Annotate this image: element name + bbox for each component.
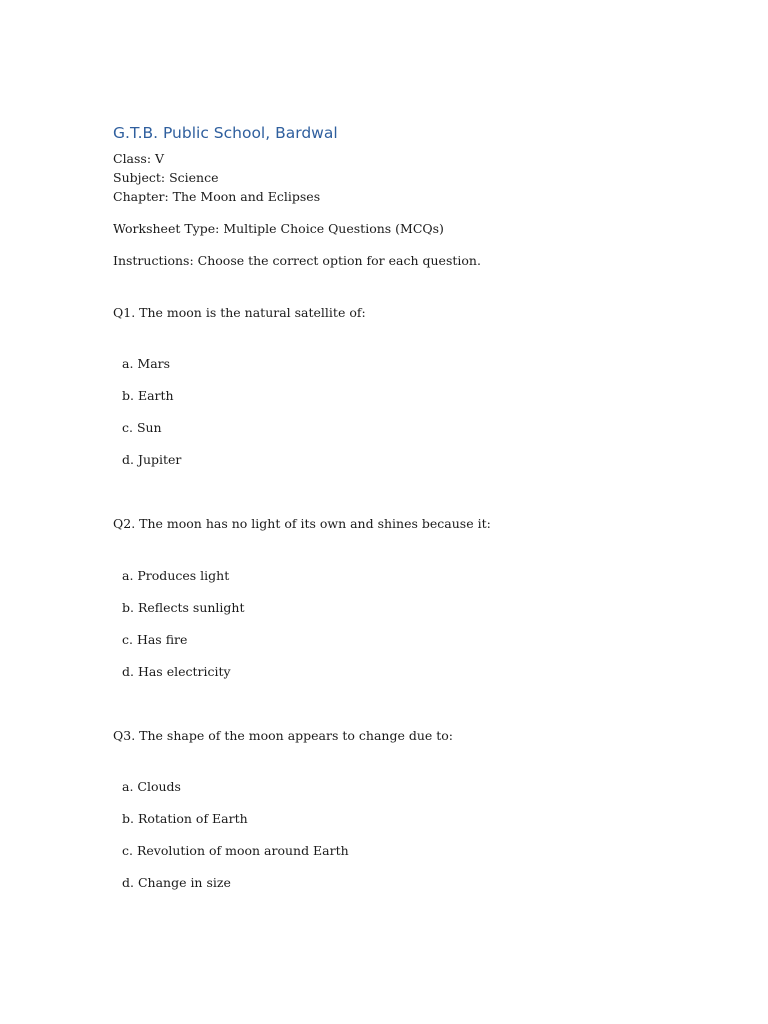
q2-option-c: c. Has fire [122,632,188,647]
worksheet-type: Worksheet Type: Multiple Choice Questions (MCQs) [113,221,444,236]
q1-option-d: d. Jupiter [122,452,182,467]
question-1: Q1. The moon is the natural satellite of: [113,305,366,320]
q2-option-b: b. Reflects sunlight [122,600,245,615]
q3-option-a: a. Clouds [122,779,181,794]
school-title: G.T.B. Public School, Bardwal [113,124,338,142]
q3-option-c: c. Revolution of moon around Earth [122,843,349,858]
q1-option-b: b. Earth [122,388,174,403]
q1-option-a: a. Mars [122,356,171,371]
q3-option-d: d. Change in size [122,875,231,890]
class-line: Class: V [113,151,165,166]
q2-option-a: a. Produces light [122,568,230,583]
q2-option-d: d. Has electricity [122,664,231,679]
chapter-line: Chapter: The Moon and Eclipses [113,189,321,204]
question-2: Q2. The moon has no light of its own and shines because it: [113,516,491,531]
instructions: Instructions: Choose the correct option for each question. [113,253,481,268]
question-3: Q3. The shape of the moon appears to change due to: [113,728,453,743]
q1-option-c: c. Sun [122,420,162,435]
q3-option-b: b. Rotation of Earth [122,811,248,826]
subject-line: Subject: Science [113,170,219,185]
